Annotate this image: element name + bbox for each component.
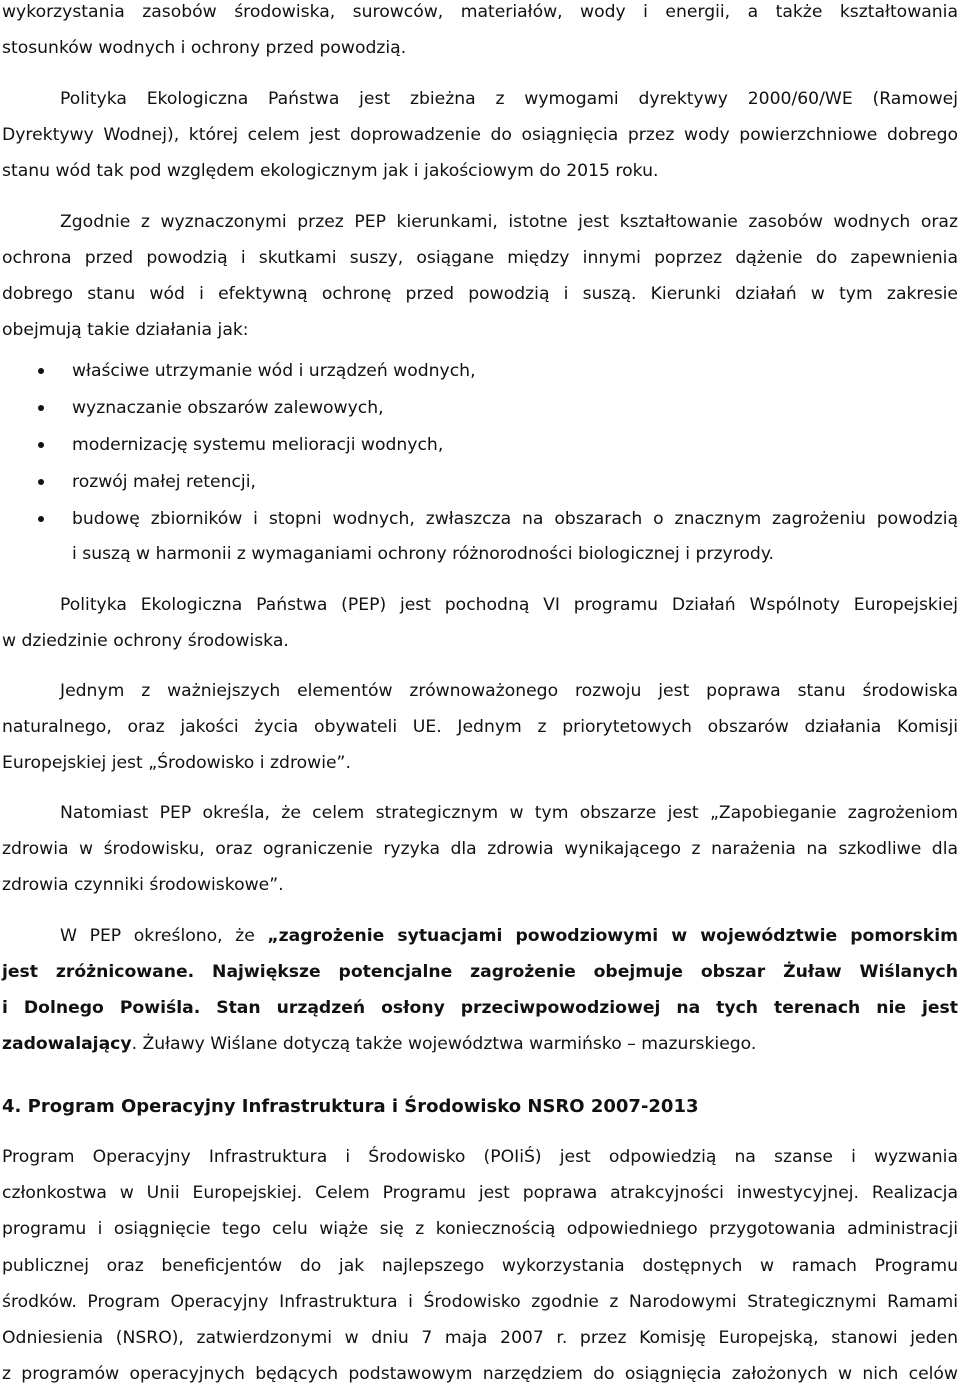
text-line: Zgodnie z wyznaczonymi przez PEP kierunkami, istotne jest kształtowanie zasobów wodnych oraz xyxy=(60,212,958,232)
bullet-icon xyxy=(38,442,44,448)
bullet-icon xyxy=(38,405,44,411)
text-line: stosunków wodnych i ochrony przed powodzią. xyxy=(2,38,407,58)
text-line: dobrego stanu wód i efektywną ochronę przed powodzią i suszą. Kierunki działań w tym zakresie xyxy=(2,284,958,304)
bullet-icon xyxy=(38,368,44,374)
text-line: W PEP określono, że „zagrożenie sytuacjami powodziowymi w województwie pomorskim xyxy=(60,926,958,946)
text-line: Odniesienia (NSRO), zatwierdzonymi w dniu 7 maja 2007 r. przez Komisję Europejską, stanowi jeden xyxy=(2,1328,958,1348)
text-line: zdrowia czynniki środowiskowe”. xyxy=(2,875,284,895)
text-line: w dziedzinie ochrony środowiska. xyxy=(2,631,289,651)
text-line: Jednym z ważniejszych elementów zrównoważonego rozwoju jest poprawa stanu środowiska xyxy=(60,681,958,701)
text-line: publicznej oraz beneficjentów do jak najlepszego wykorzystania dostępnych w ramach Programu xyxy=(2,1256,958,1276)
text-line: zadowalający. Żuławy Wiślane dotyczą także województwa warmińsko – mazurskiego. xyxy=(2,1034,757,1054)
list-item: modernizację systemu melioracji wodnych, xyxy=(72,435,444,455)
text-line: ochrona przed powodzią i skutkami suszy, osiągane między innymi poprzez dążenie do zapewnienia xyxy=(2,248,958,268)
text-line: z programów operacyjnych będących podstawowym narzędziem do osiągnięcia założonych w nich celów xyxy=(2,1364,958,1384)
text-line: programu i osiągnięcie tego celu wiąże się z koniecznością odpowiedniego przygotowania administracji xyxy=(2,1219,958,1239)
list-item: rozwój małej retencji, xyxy=(72,472,256,492)
text-line: Natomiast PEP określa, że celem strategicznym w tym obszarze jest „Zapobieganie zagrożeniom xyxy=(60,803,958,823)
bold-text: „zagrożenie sytuacjami powodziowymi w województwie pomorskim xyxy=(267,926,958,946)
text-line: i Dolnego Powiśla. Stan urządzeń osłony przeciwpowodziowej na tych terenach nie jest xyxy=(2,998,958,1018)
text-line: stanu wód tak pod względem ekologicznym jak i jakościowym do 2015 roku. xyxy=(2,161,659,181)
text-line: naturalnego, oraz jakości życia obywateli UE. Jednym z priorytetowych obszarów działania Komisji xyxy=(2,717,958,737)
bullet-icon xyxy=(38,479,44,485)
text-line: środków. Program Operacyjny Infrastruktura i Środowisko zgodnie z Narodowymi Strategicznymi Ramami xyxy=(2,1292,958,1312)
list-item: budowę zbiorników i stopni wodnych, zwłaszcza na obszarach o znacznym zagrożeniu powodzią xyxy=(72,509,958,529)
text-line: jest zróżnicowane. Największe potencjalne zagrożenie obejmuje obszar Żuław Wiślanych xyxy=(2,962,958,982)
text-line: wykorzystania zasobów środowiska, surowców, materiałów, wody i energii, a także kształtowania xyxy=(2,2,958,22)
text-line: obejmują takie działania jak: xyxy=(2,320,249,340)
text-line: Polityka Ekologiczna Państwa (PEP) jest pochodną VI programu Działań Wspólnoty Europejskiej xyxy=(60,595,958,615)
list-item-continuation: i suszą w harmonii z wymaganiami ochrony różnorodności biologicznej i przyrody. xyxy=(72,544,774,564)
section-heading: 4. Program Operacyjny Infrastruktura i Środowisko NSRO 2007-2013 xyxy=(2,1096,699,1117)
list-item: wyznaczanie obszarów zalewowych, xyxy=(72,398,384,418)
text-line: zdrowia w środowisku, oraz ograniczenie ryzyka dla zdrowia wynikającego z narażenia na szkodliwe dla xyxy=(2,839,958,859)
text-line: Program Operacyjny Infrastruktura i Środowisko (POIiŚ) jest odpowiedzią na szanse i wyzwania xyxy=(2,1147,958,1167)
text-line: Dyrektywy Wodnej), której celem jest doprowadzenie do osiągnięcia przez wody powierzchniowe dobrego xyxy=(2,125,958,145)
text-line: członkostwa w Unii Europejskiej. Celem Programu jest poprawa atrakcyjności inwestycyjnej. Realizacja xyxy=(2,1183,958,1203)
bullet-icon xyxy=(38,516,44,522)
bold-text: zadowalający xyxy=(2,1034,132,1054)
text-line: Polityka Ekologiczna Państwa jest zbieżna z wymogami dyrektywy 2000/60/WE (Ramowej xyxy=(60,89,958,109)
text-line: Europejskiej jest „Środowisko i zdrowie”. xyxy=(2,753,351,773)
list-item: właściwe utrzymanie wód i urządzeń wodnych, xyxy=(72,361,476,381)
